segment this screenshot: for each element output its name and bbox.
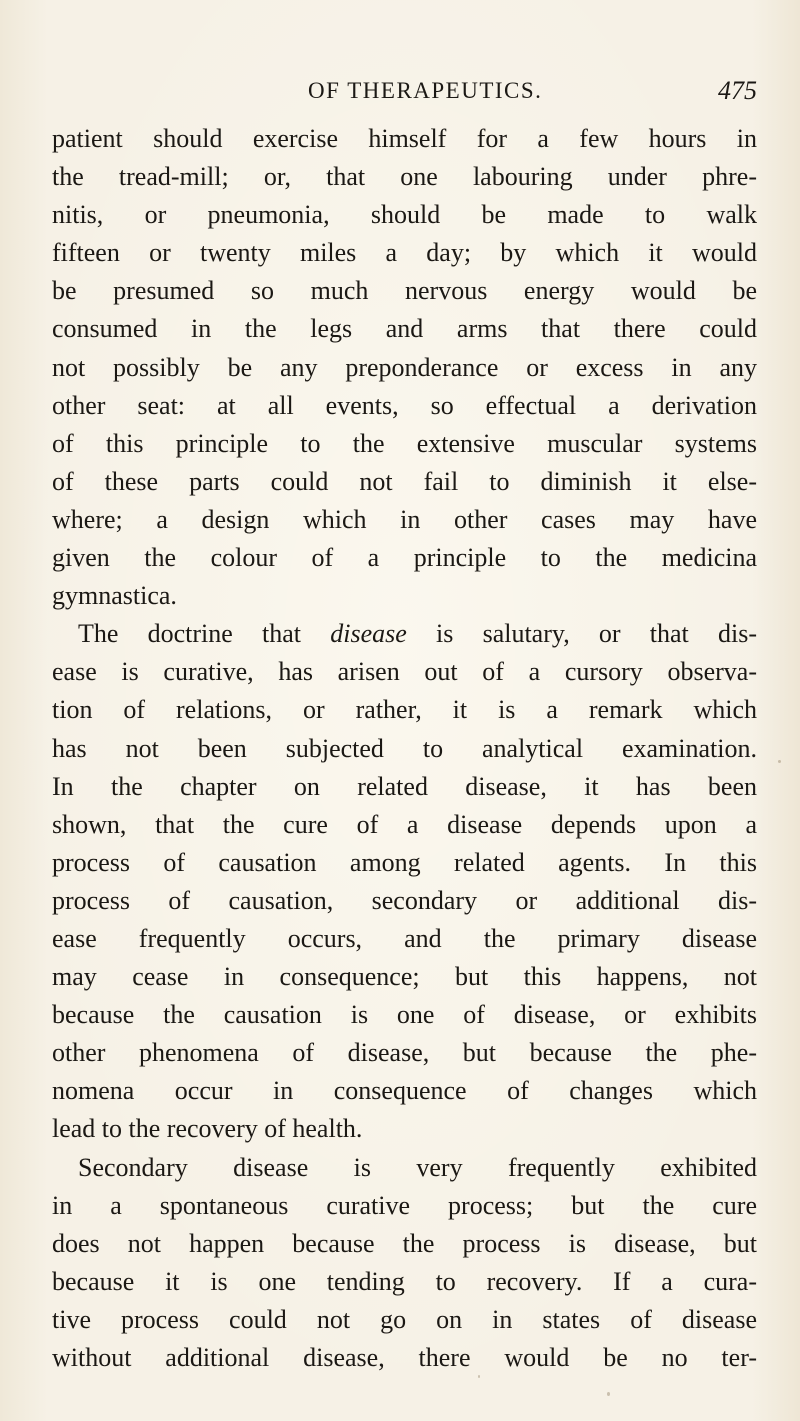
text-line: the tread-mill; or, that one labouring under phre- bbox=[52, 162, 757, 192]
text-line: does not happen because the process is disease, but bbox=[52, 1228, 757, 1258]
text-line: process of causation, secondary or additional dis- bbox=[52, 885, 757, 915]
text-line: other seat: at all events, so effectual a derivation bbox=[52, 390, 757, 420]
text-line: other phenomena of disease, but because the phe- bbox=[52, 1038, 757, 1068]
body-text bbox=[52, 120, 757, 1377]
paper-speck bbox=[478, 1375, 480, 1378]
page-number: 475 bbox=[718, 76, 757, 105]
text-line: because it is one tending to recovery. If a cura- bbox=[52, 1266, 757, 1296]
text-line: ease is curative, has arisen out of a cursory observa- bbox=[52, 657, 757, 687]
text-line: because the causation is one of disease, or exhibits bbox=[52, 1000, 757, 1030]
text-line: without additional disease, there would be no ter- bbox=[52, 1343, 757, 1372]
text-line: In the chapter on related disease, it has been bbox=[52, 771, 757, 801]
paper-speck bbox=[778, 760, 781, 763]
running-title: OF THERAPEUTICS. bbox=[308, 78, 543, 103]
text-line: of this principle to the extensive muscular systems bbox=[52, 428, 757, 458]
text-line: ease frequently occurs, and the primary disease bbox=[52, 923, 757, 953]
text-line: gymnastica. bbox=[52, 581, 177, 611]
text-segment: is salutary, or that dis- bbox=[406, 619, 757, 649]
paper-speck bbox=[607, 1392, 610, 1396]
text-line: patient should exercise himself for a few hours in bbox=[52, 124, 757, 153]
text-line: has not been subjected to analytical examination. bbox=[52, 733, 757, 763]
text-segment: The doctrine that bbox=[78, 619, 331, 649]
text-line: not possibly be any preponderance or excess in any bbox=[52, 352, 757, 382]
paragraph-start-line: Secondary disease is very frequently exhibited bbox=[78, 1152, 757, 1182]
text-line: nomena occur in consequence of changes which bbox=[52, 1076, 757, 1106]
text-line: tion of relations, or rather, it is a remark which bbox=[52, 695, 757, 725]
italic-word: disease bbox=[330, 619, 407, 649]
text-line: process of causation among related agents. In this bbox=[52, 847, 757, 877]
text-line: consumed in the legs and arms that there could bbox=[52, 314, 757, 344]
text-line: shown, that the cure of a disease depends upon a bbox=[52, 809, 757, 839]
running-head bbox=[52, 74, 757, 108]
text-line: tive process could not go on in states of disease bbox=[52, 1304, 757, 1334]
paragraph-start-line bbox=[52, 615, 757, 653]
text-line: nitis, or pneumonia, should be made to walk bbox=[52, 200, 757, 230]
text-line: lead to the recovery of health. bbox=[52, 1114, 363, 1144]
text-line: in a spontaneous curative process; but the cure bbox=[52, 1190, 757, 1220]
text-line: of these parts could not fail to diminish it else- bbox=[52, 466, 757, 496]
text-line: be presumed so much nervous energy would be bbox=[52, 276, 757, 306]
text-line: may cease in consequence; but this happens, not bbox=[52, 962, 757, 992]
text-line: fifteen or twenty miles a day; by which it would bbox=[52, 238, 757, 268]
text-line: given the colour of a principle to the medicina bbox=[52, 543, 757, 573]
text-line: where; a design which in other cases may have bbox=[52, 504, 757, 534]
